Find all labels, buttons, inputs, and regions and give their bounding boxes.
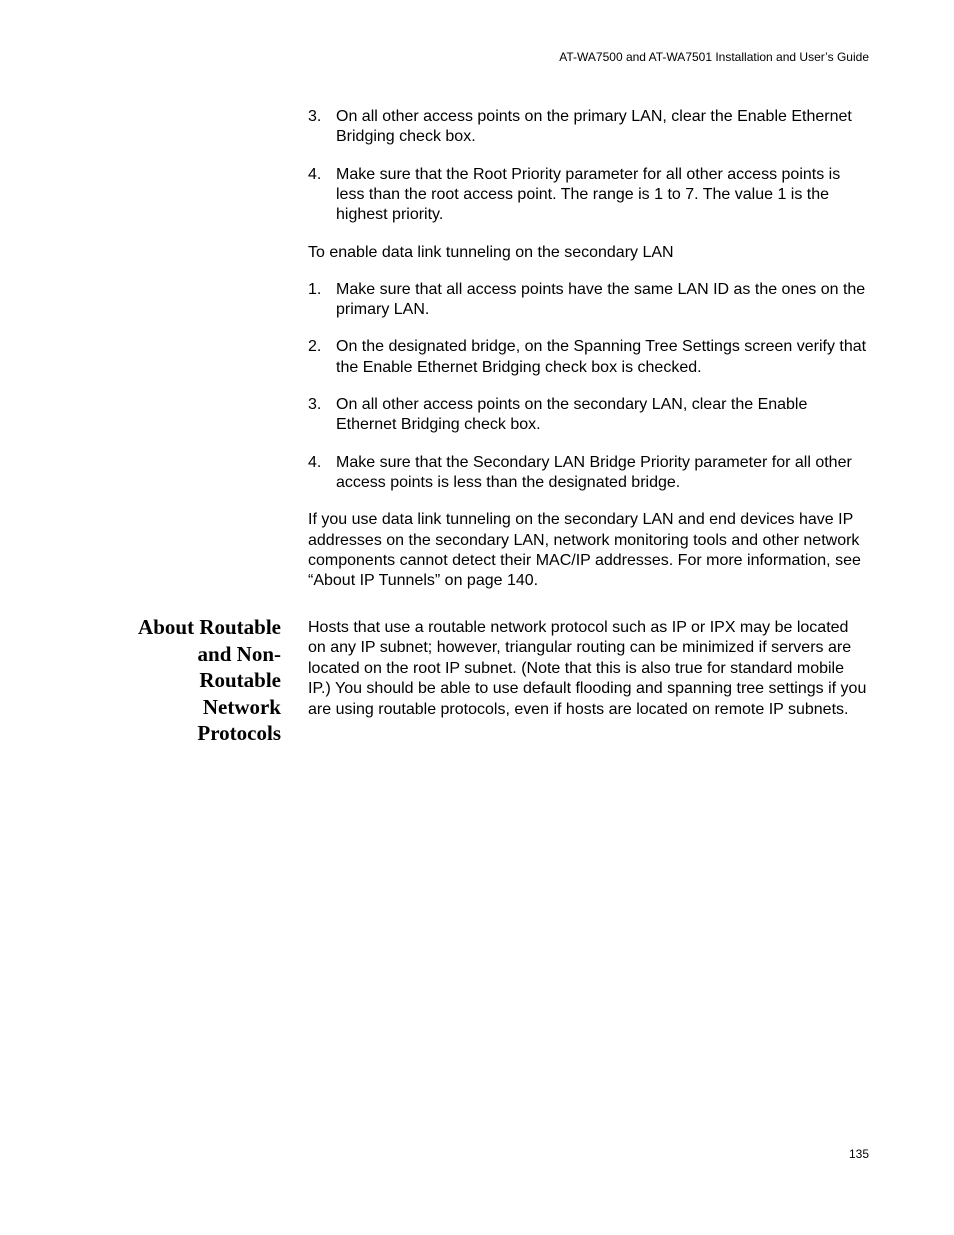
step-text: On all other access points on the secondary LAN, clear the Enable Ethernet Bridging check box.	[336, 396, 808, 434]
step-number: 1.	[308, 280, 322, 298]
step-number: 2.	[308, 338, 322, 356]
step-number: 4.	[308, 165, 322, 183]
step-text: On the designated bridge, on the Spanning Tree Settings screen verify that the Enable Ethernet Bridging check box is checked.	[336, 338, 867, 376]
section-body: Hosts that use a routable network protocol such as IP or IPX may be located on any IP subnet; however, triangular routing can be minimized if servers are located on the root IP subnet. (Note that this is also true for standard mobile IP.) You should be able to use default flooding and spanning tree settings if you are using routable protocols, even if hosts are located on remote IP subnets.	[308, 619, 867, 718]
step-number: 4.	[308, 453, 322, 471]
list-item	[308, 337, 870, 378]
list-item	[308, 395, 870, 436]
step-number: 3.	[308, 108, 322, 125]
section-heading-line: Network	[202, 694, 281, 719]
step-text: Make sure that the Root Priority parameter for all other access points is less than the root access point. The range is 1 to 7. The value 1 is the highest priority.	[336, 165, 841, 224]
list-item	[308, 280, 870, 321]
section-heading-line: Protocols	[197, 721, 281, 745]
page-number: 135	[848, 1147, 869, 1161]
section-heading-line: About Routable	[138, 615, 281, 639]
step-text: Make sure that the Secondary LAN Bridge Priority parameter for all other access points is less than the designated bridge.	[336, 453, 852, 492]
procedure-intro: To enable data link tunneling on the secondary LAN	[308, 243, 674, 261]
running-header: AT-WA7500 and AT-WA7501 Installation and User’s Guide	[559, 50, 869, 64]
section-heading-line: and Non-	[197, 641, 281, 666]
section-heading	[100, 614, 281, 747]
step-number: 3.	[308, 396, 322, 414]
step-text: Make sure that all access points have the same LAN ID as the ones on the primary LAN.	[336, 280, 866, 319]
step-text: On all other access points on the primary LAN, clear the Enable Ethernet Bridging check box.	[336, 108, 852, 146]
tunneling-note: If you use data link tunneling on the secondary LAN and end devices have IP addresses on the secondary LAN, network monitoring tools and other network components cannot detect their MAC/IP addresses. For more information, see “About IP Tunnels” on page 140.	[308, 511, 861, 590]
list-item	[308, 165, 870, 226]
main-content	[308, 107, 870, 609]
section-heading-line: Routable	[199, 668, 281, 692]
list-item	[308, 107, 870, 148]
list-item	[308, 453, 870, 494]
